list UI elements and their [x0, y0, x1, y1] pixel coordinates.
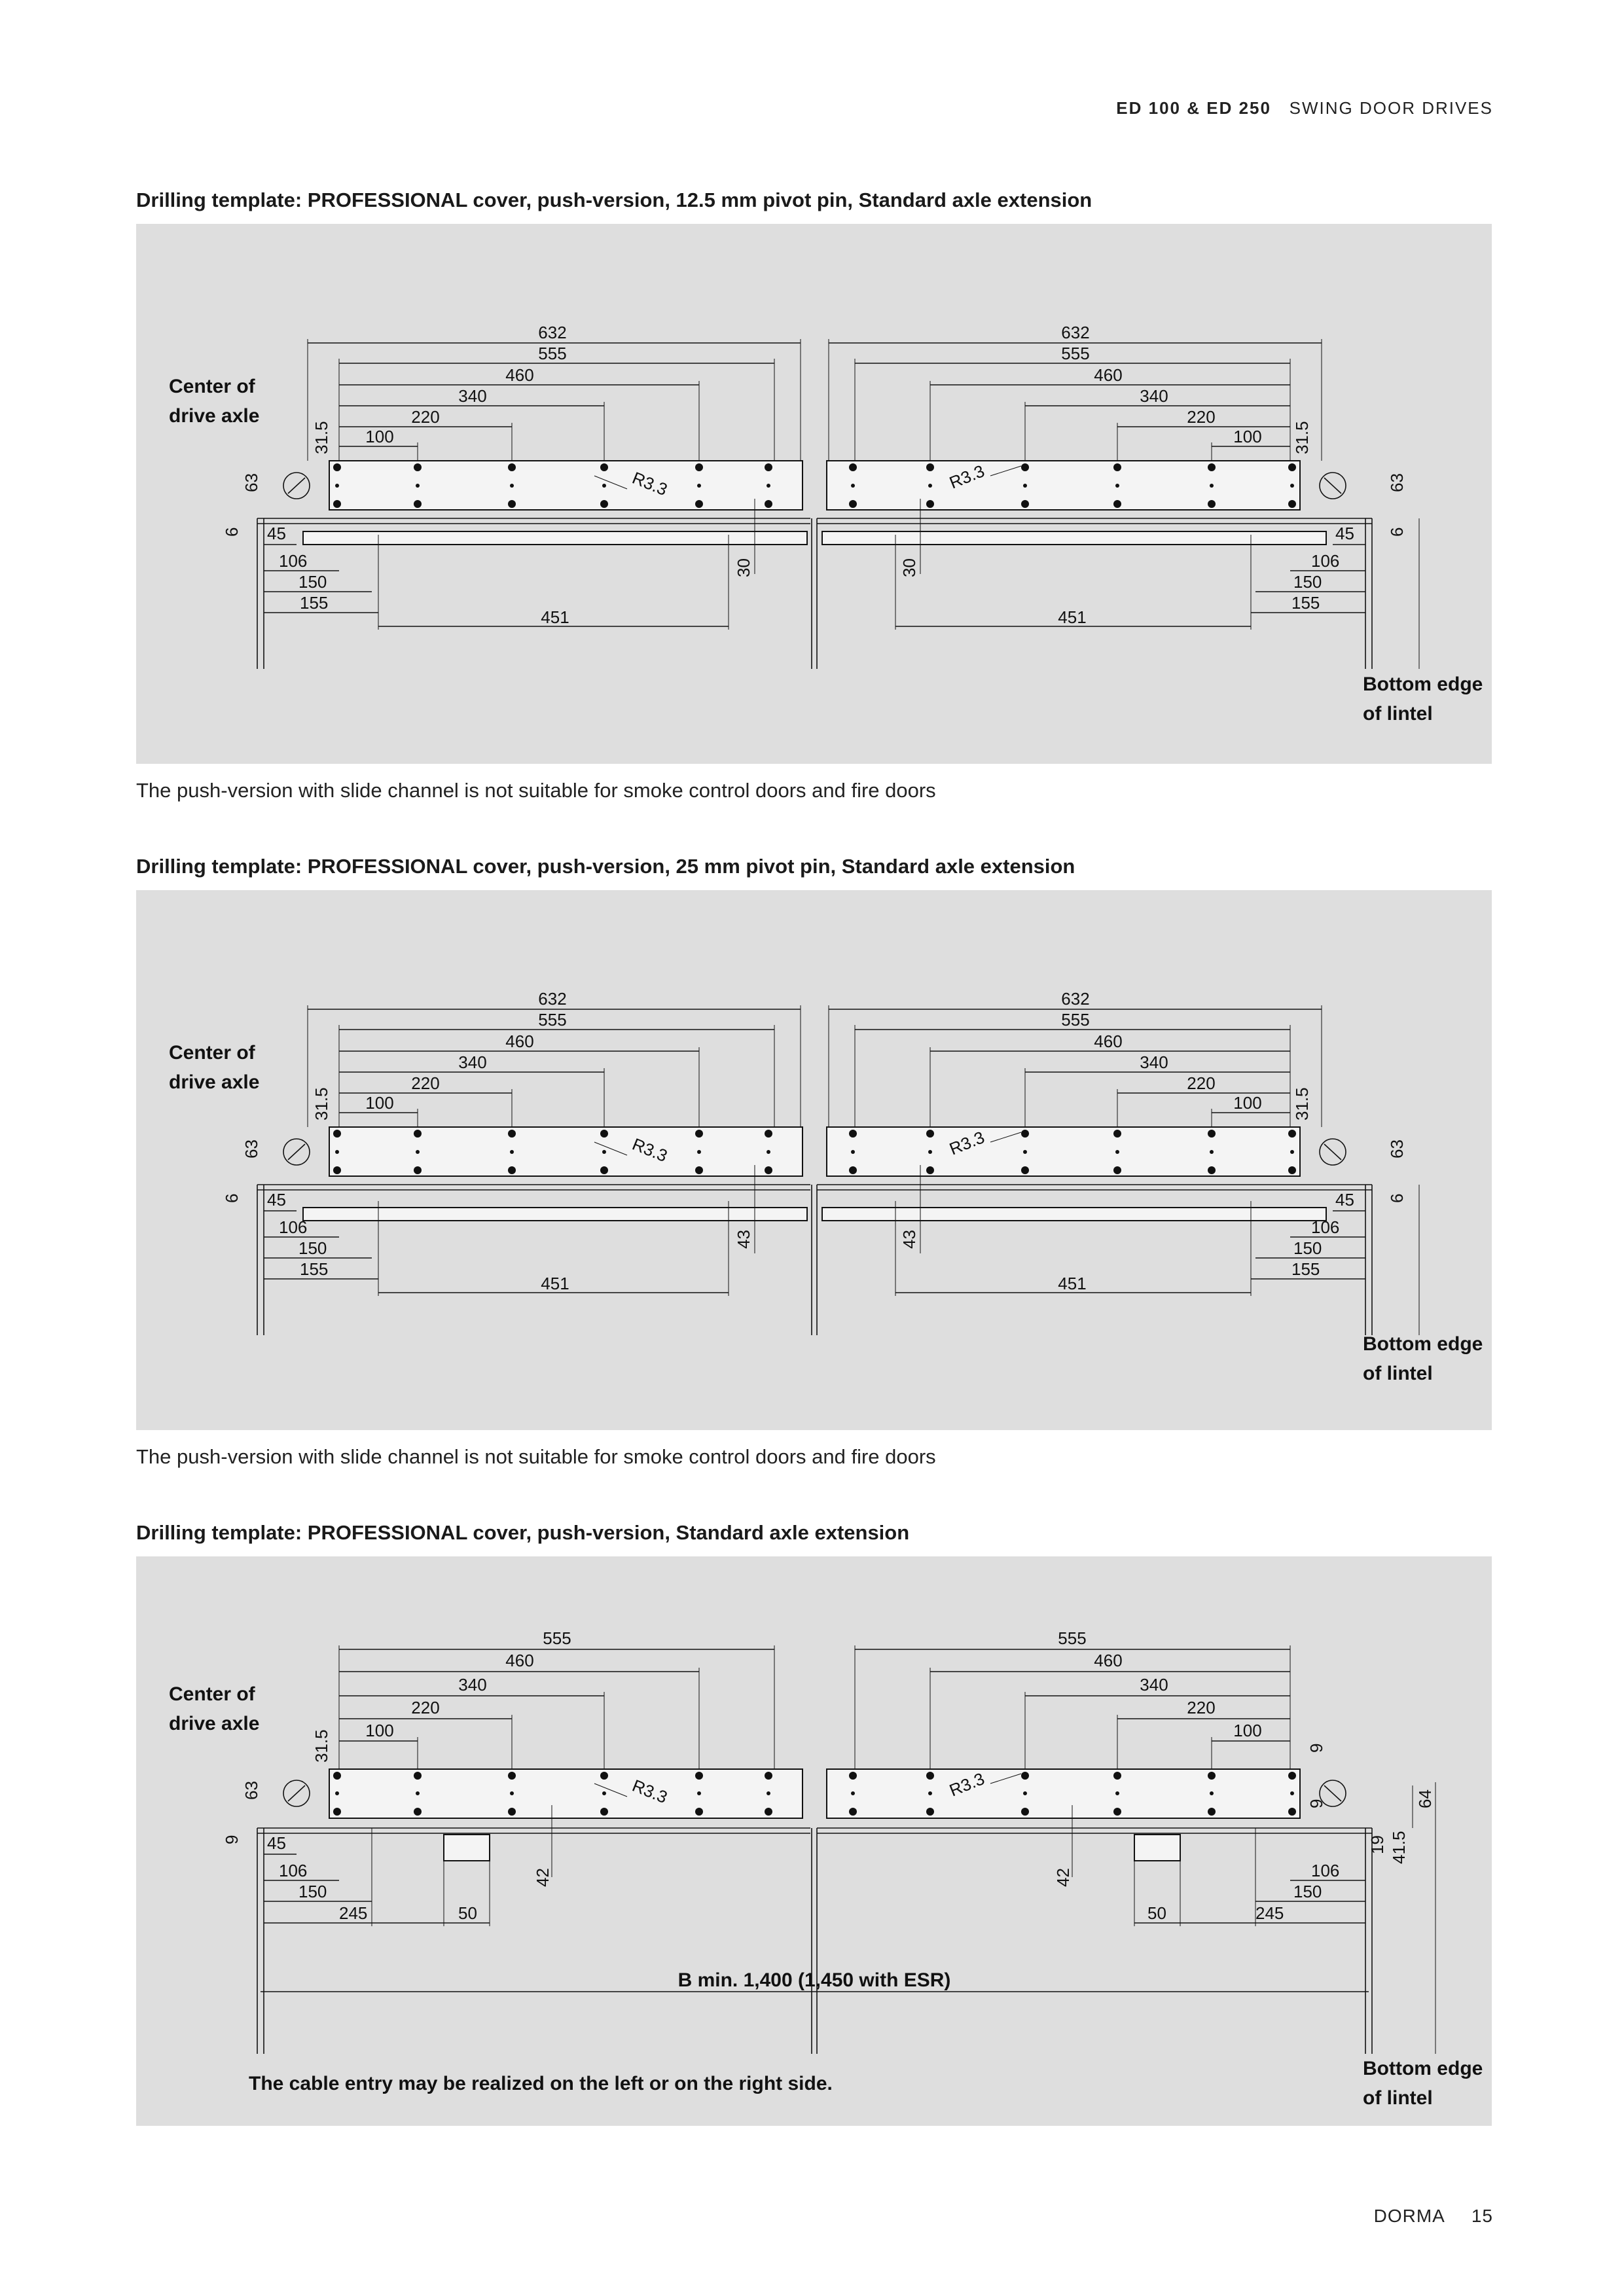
svg-text:460: 460: [505, 1651, 534, 1670]
svg-text:R3.3: R3.3: [947, 1768, 988, 1801]
svg-text:9: 9: [1307, 1743, 1326, 1753]
svg-text:100: 100: [1233, 427, 1262, 446]
mounting-plate-left: [329, 1769, 803, 1818]
svg-text:R3.3: R3.3: [947, 461, 988, 493]
drilling-template-1: [136, 224, 1492, 764]
svg-text:106: 106: [1311, 1861, 1340, 1880]
mounting-plate-right: [827, 1127, 1300, 1176]
svg-text:41.5: 41.5: [1389, 1831, 1409, 1864]
header-models: ED 100 & ED 250: [1116, 98, 1271, 118]
svg-text:106: 106: [1311, 551, 1340, 571]
svg-text:245: 245: [339, 1903, 368, 1923]
svg-text:555: 555: [1058, 1628, 1087, 1648]
svg-text:31.5: 31.5: [312, 1729, 331, 1763]
svg-text:R3.3: R3.3: [629, 1775, 670, 1808]
cable-entry-right: [1134, 1835, 1180, 1861]
mounting-plate-left: [329, 1127, 803, 1176]
svg-text:155: 155: [300, 1259, 329, 1279]
svg-text:45: 45: [267, 1833, 286, 1853]
section-2-title: Drilling template: PROFESSIONAL cover, push-version, 25 mm pivot pin, Standard axle extension: [136, 855, 1075, 878]
svg-text:63: 63: [1387, 473, 1407, 492]
svg-text:31.5: 31.5: [312, 421, 331, 454]
svg-text:150: 150: [298, 1238, 327, 1258]
svg-text:6: 6: [222, 527, 242, 537]
center-axle-label-line1: Center of: [169, 376, 255, 397]
svg-text:555: 555: [1061, 1010, 1090, 1030]
svg-text:632: 632: [1061, 989, 1090, 1009]
svg-text:R3.3: R3.3: [629, 1134, 670, 1166]
svg-text:6: 6: [222, 1193, 242, 1203]
svg-text:R3.3: R3.3: [629, 467, 670, 500]
svg-text:42: 42: [1053, 1868, 1073, 1887]
svg-text:43: 43: [734, 1230, 753, 1249]
svg-text:340: 340: [1140, 1675, 1168, 1695]
svg-text:340: 340: [458, 1052, 487, 1072]
mounting-plate-right: [827, 1769, 1300, 1818]
svg-text:100: 100: [365, 1721, 394, 1740]
svg-text:460: 460: [505, 365, 534, 385]
left-drive-unit: [222, 323, 810, 669]
svg-text:106: 106: [279, 1861, 308, 1880]
svg-text:340: 340: [458, 386, 487, 406]
svg-text:63: 63: [1387, 1139, 1407, 1158]
svg-text:45: 45: [1335, 1190, 1354, 1210]
svg-text:30: 30: [899, 558, 919, 577]
section-2-drawing: [136, 890, 1492, 1430]
svg-text:155: 155: [300, 593, 329, 613]
svg-text:220: 220: [411, 407, 440, 427]
section-3-drawing: [136, 1556, 1492, 2126]
svg-text:555: 555: [543, 1628, 571, 1648]
page-footer: [1374, 2206, 1493, 2227]
svg-text:31.5: 31.5: [1292, 421, 1312, 454]
svg-text:42: 42: [533, 1868, 552, 1887]
svg-text:150: 150: [1293, 1238, 1322, 1258]
svg-text:50: 50: [1147, 1903, 1166, 1923]
mounting-plate-right: [827, 461, 1300, 510]
drilling-template-2: [136, 890, 1492, 1430]
svg-text:155: 155: [1291, 593, 1320, 613]
section-1-drawing: [136, 224, 1492, 764]
svg-text:451: 451: [1058, 607, 1087, 627]
svg-text:150: 150: [1293, 572, 1322, 592]
cable-entry-left: [444, 1835, 490, 1861]
svg-text:9: 9: [1307, 1799, 1326, 1808]
svg-text:100: 100: [1233, 1721, 1262, 1740]
left-drive-unit: [222, 989, 810, 1335]
center-axle-label-line2: drive axle: [169, 1071, 260, 1093]
page-header: [1116, 98, 1493, 118]
svg-text:100: 100: [1233, 1093, 1262, 1113]
svg-text:6: 6: [1387, 1193, 1407, 1203]
svg-text:220: 220: [1187, 407, 1216, 427]
svg-text:31.5: 31.5: [312, 1087, 331, 1121]
section-2-note: The push-version with slide channel is not suitable for smoke control doors and fire doors: [136, 1445, 936, 1468]
mounting-plate-left: [329, 461, 803, 510]
right-drive-unit: [812, 989, 1419, 1335]
svg-text:245: 245: [1255, 1903, 1284, 1923]
svg-text:31.5: 31.5: [1292, 1087, 1312, 1121]
svg-text:106: 106: [1311, 1217, 1340, 1237]
svg-text:R3.3: R3.3: [947, 1127, 988, 1159]
lintel-label-line2: of lintel: [1363, 703, 1433, 725]
svg-text:63: 63: [242, 1781, 261, 1800]
svg-text:220: 220: [1187, 1698, 1216, 1717]
center-axle-label-line1: Center of: [169, 1042, 255, 1064]
svg-text:150: 150: [298, 572, 327, 592]
svg-text:106: 106: [279, 1217, 308, 1237]
svg-text:155: 155: [1291, 1259, 1320, 1279]
svg-text:100: 100: [365, 1093, 394, 1113]
svg-text:632: 632: [1061, 323, 1090, 342]
svg-text:150: 150: [1293, 1882, 1322, 1901]
svg-text:460: 460: [1094, 365, 1123, 385]
svg-text:45: 45: [267, 524, 286, 543]
svg-text:460: 460: [505, 1031, 534, 1051]
svg-text:460: 460: [1094, 1031, 1123, 1051]
svg-text:64: 64: [1415, 1789, 1435, 1808]
svg-text:220: 220: [1187, 1073, 1216, 1093]
center-axle-label-line2: drive axle: [169, 1713, 260, 1734]
lintel-label-line1: Bottom edge: [1363, 673, 1483, 695]
section-1-title: Drilling template: PROFESSIONAL cover, push-version, 12.5 mm pivot pin, Standard axle extension: [136, 188, 1092, 211]
svg-text:220: 220: [411, 1698, 440, 1717]
svg-text:9: 9: [222, 1835, 242, 1844]
header-category: SWING DOOR DRIVES: [1289, 98, 1493, 118]
svg-text:460: 460: [1094, 1651, 1123, 1670]
center-axle-label-line1: Center of: [169, 1683, 255, 1705]
svg-text:451: 451: [541, 1274, 569, 1293]
svg-text:30: 30: [734, 558, 753, 577]
cable-entry-note: The cable entry may be realized on the left or on the right side.: [249, 2073, 833, 2094]
svg-text:43: 43: [899, 1230, 919, 1249]
svg-text:451: 451: [1058, 1274, 1087, 1293]
svg-text:45: 45: [1335, 524, 1354, 543]
svg-text:50: 50: [458, 1903, 477, 1923]
svg-text:555: 555: [538, 344, 567, 363]
center-axle-label-line2: drive axle: [169, 405, 260, 427]
drilling-template-3: [136, 1556, 1492, 2126]
svg-text:340: 340: [458, 1675, 487, 1695]
svg-text:555: 555: [1061, 344, 1090, 363]
svg-text:220: 220: [411, 1073, 440, 1093]
svg-text:555: 555: [538, 1010, 567, 1030]
lintel-label-line2: of lintel: [1363, 1363, 1433, 1384]
svg-text:150: 150: [298, 1882, 327, 1901]
svg-text:340: 340: [1140, 386, 1168, 406]
svg-text:19: 19: [1367, 1835, 1387, 1854]
section-1-note: The push-version with slide channel is not suitable for smoke control doors and fire doors: [136, 779, 936, 802]
lintel-label-line1: Bottom edge: [1363, 1333, 1483, 1355]
lintel-label-line2: of lintel: [1363, 2087, 1433, 2109]
svg-text:451: 451: [541, 607, 569, 627]
svg-text:63: 63: [242, 473, 261, 492]
svg-text:6: 6: [1387, 527, 1407, 537]
svg-text:100: 100: [365, 427, 394, 446]
b-min-label: B min. 1,400 (1,450 with ESR): [677, 1969, 951, 1991]
footer-brand: DORMA: [1373, 2206, 1445, 2226]
page-number: 15: [1471, 2206, 1493, 2226]
svg-text:632: 632: [538, 323, 567, 342]
svg-text:106: 106: [279, 551, 308, 571]
svg-text:340: 340: [1140, 1052, 1168, 1072]
svg-text:63: 63: [242, 1139, 261, 1158]
lintel-label-line1: Bottom edge: [1363, 2058, 1483, 2079]
right-drive-unit: [812, 323, 1419, 669]
section-3-title: Drilling template: PROFESSIONAL cover, push-version, Standard axle extension: [136, 1521, 910, 1544]
svg-text:632: 632: [538, 989, 567, 1009]
svg-text:45: 45: [267, 1190, 286, 1210]
